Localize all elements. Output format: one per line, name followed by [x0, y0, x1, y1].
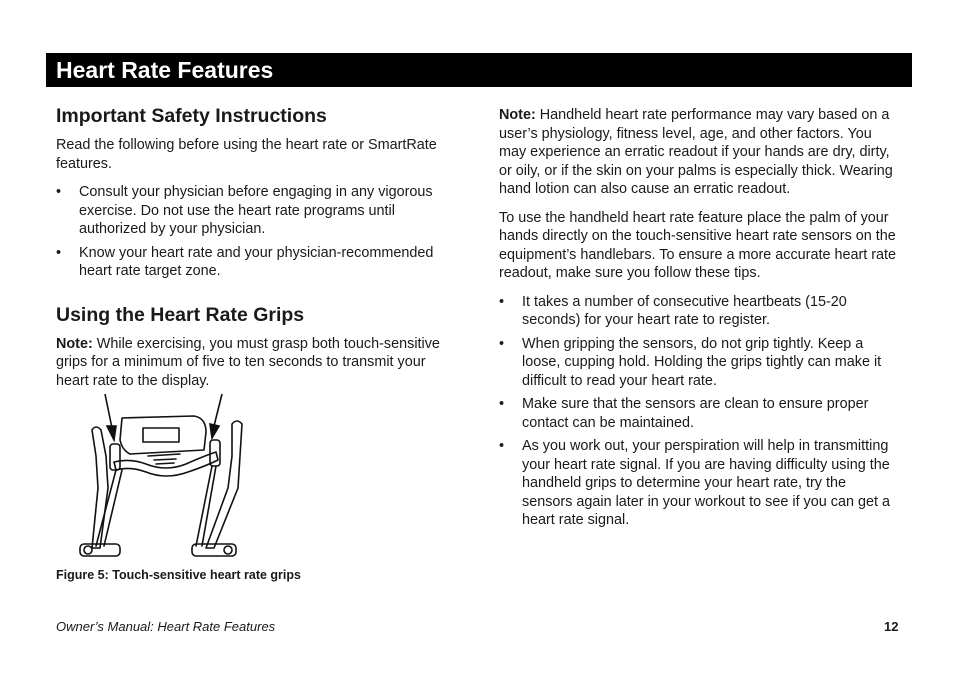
list-item: • Know your heart rate and your physician-recommended heart rate target zone.	[56, 244, 434, 279]
bullet-glyph: •	[499, 293, 505, 310]
right-column	[499, 106, 899, 530]
safety-heading: Important Safety Instructions	[56, 105, 327, 127]
handheld-note	[499, 106, 899, 199]
list-item: • As you work out, your perspiration will help in transmitting your heart rate signal. If you are having difficulty using the handheld grips to determine your heart rate, try the sensors again later in your workout to see if you can get a heart rate signal.	[499, 438, 890, 528]
figure-caption: Figure 5: Touch-sensitive heart rate grips	[56, 568, 301, 582]
list-item: • When gripping the sensors, do not grip tightly. Keep a loose, cupping hold. Holding the grips tightly can make it difficult to read your heart rate.	[499, 335, 882, 389]
bullet-glyph: •	[499, 438, 505, 454]
tips-list	[499, 293, 899, 530]
safety-intro: Read the following before using the heart rate or SmartRate features.	[56, 137, 437, 172]
note-text: While exercising, you must grasp both touch-sensitive grips for a minimum of five to ten seconds to transmit your heart rate to the display.	[56, 335, 440, 389]
left-column	[56, 104, 456, 390]
section-banner	[46, 53, 912, 87]
bullet-glyph: •	[56, 244, 62, 261]
note-label: Note:	[499, 107, 536, 123]
list-item: • It takes a number of consecutive heartbeats (15-20 seconds) for your heart rate to register.	[499, 293, 847, 328]
grips-heading: Using the Heart Rate Grips	[56, 303, 305, 326]
note-text: Handheld heart rate performance may vary based on a user’s physiology, fitness level, age, and other factors. You may experience an erratic readout if your hands are dry, dirty, or oily, or if the skin on your palms is especially thick. Wearing hand lotion can also cause an erratic readout.	[499, 107, 893, 197]
elliptical-grips-illustration	[56, 388, 326, 563]
bullet-glyph: •	[499, 396, 505, 412]
page-number: 12	[884, 619, 899, 634]
bullet-glyph: •	[499, 335, 505, 352]
bullet-glyph: •	[56, 184, 62, 200]
list-item: • Consult your physician before engaging in any vigorous exercise. Do not use the heart rate programs until authorized by your physician.	[56, 184, 433, 237]
footer-title: Owner’s Manual: Heart Rate Features	[56, 619, 276, 634]
grips-note	[56, 335, 456, 391]
section-title: Heart Rate Features	[56, 57, 274, 83]
list-item: • Make sure that the sensors are clean to ensure proper contact can be maintained.	[499, 396, 869, 431]
note-label: Note:	[56, 335, 93, 352]
safety-list	[56, 183, 456, 281]
heart-rate-grips-figure	[56, 388, 326, 563]
usage-paragraph: To use the handheld heart rate feature place the palm of your hands directly on the touch-sensitive heart rate sensors on the equipment’s handlebars. To ensure a more accurate heart rate readout, make sure you follow these tips.	[499, 209, 897, 281]
